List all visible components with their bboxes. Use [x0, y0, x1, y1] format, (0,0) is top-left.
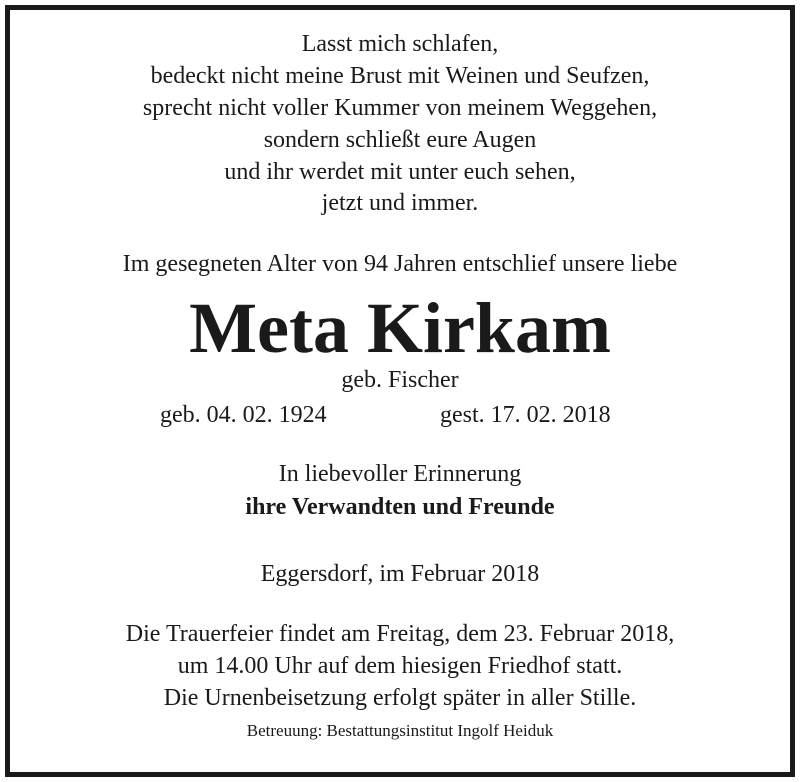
place-date: Eggersdorf, im Februar 2018 [260, 561, 540, 587]
funeral-line-1: Die Trauerfeier findet am Freitag, dem 23. Februar 2018, [125, 621, 675, 647]
death-date: gest. 17. 02. 2018 [440, 402, 611, 428]
deceased-name: Meta Kirkam [189, 288, 611, 368]
intro-text: Im gesegneten Alter von 94 Jahren entschlief unsere liebe [122, 251, 678, 277]
funeral-home-credit: Betreuung: Bestattungsinstitut Ingolf Heiduk [246, 721, 554, 740]
poem-line-5: und ihr werdet mit unter euch sehen, [224, 159, 576, 185]
funeral-line-2: um 14.00 Uhr auf dem hiesigen Friedhof statt. [177, 653, 623, 679]
poem-line-2: bedeckt nicht meine Brust mit Weinen und Seufzen, [150, 63, 650, 89]
maiden-name: geb. Fischer [341, 367, 459, 393]
poem-line-1: Lasst mich schlafen, [301, 31, 499, 57]
birth-date: geb. 04. 02. 1924 [160, 402, 327, 428]
remembrance-line: In liebevoller Erinnerung [278, 461, 522, 487]
funeral-line-3: Die Urnenbeisetzung erfolgt später in aller Stille. [163, 685, 637, 711]
poem-line-4: sondern schließt eure Augen [263, 127, 537, 153]
poem-line-6: jetzt und immer. [321, 190, 479, 216]
signatories: ihre Verwandten und Freunde [245, 494, 555, 520]
poem-line-3: sprecht nicht voller Kummer von meinem Weggehen, [142, 95, 658, 121]
